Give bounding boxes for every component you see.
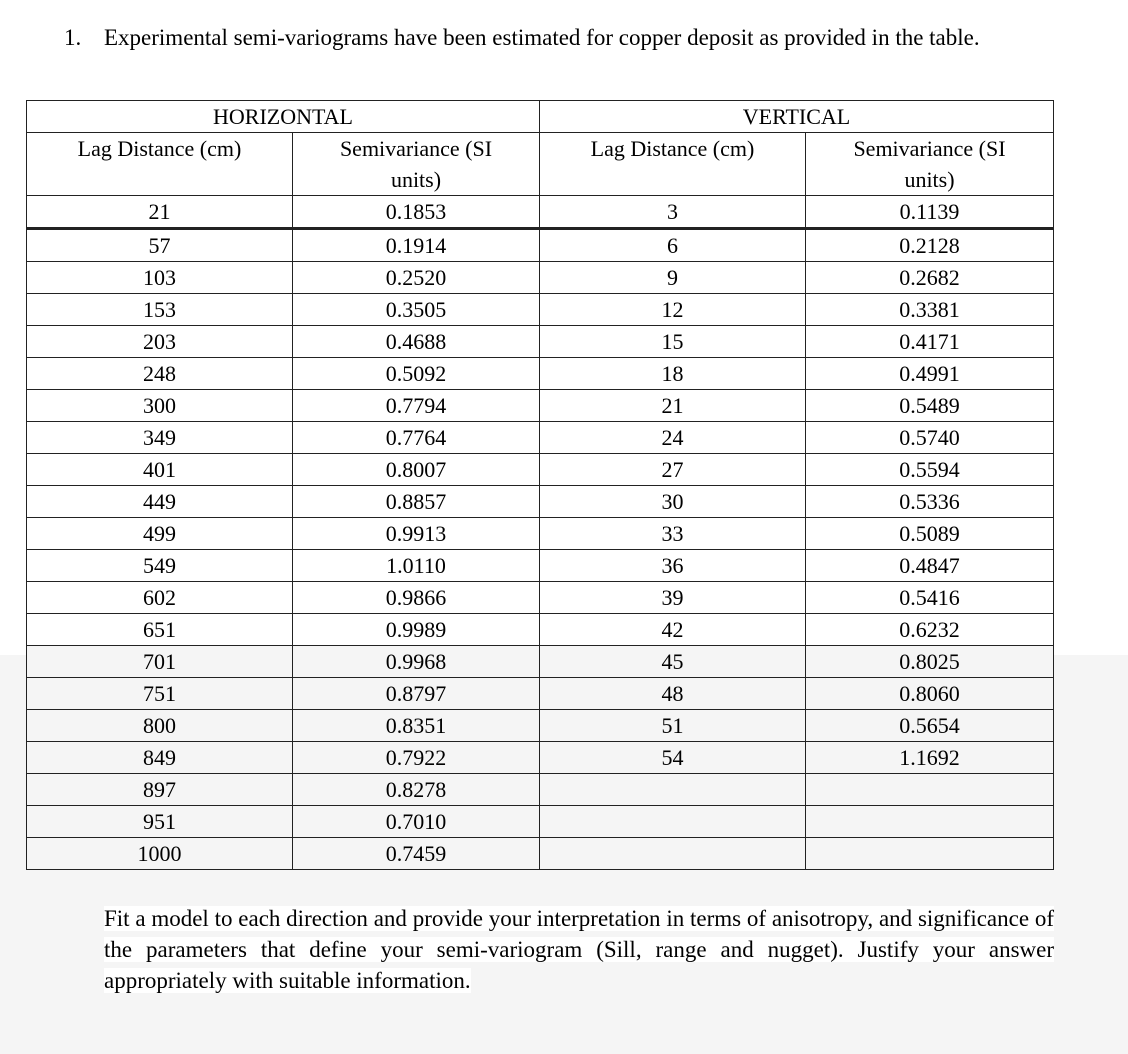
vertical-semivariance-cell: 0.8060	[806, 678, 1054, 710]
horizontal-semivariance-cell: 0.7794	[293, 390, 540, 422]
table-row	[27, 678, 1054, 710]
vertical-lag-cell: 15	[540, 326, 806, 358]
horizontal-semivariance-cell: 0.5092	[293, 358, 540, 390]
table-row	[27, 774, 1054, 806]
table-row	[27, 196, 1054, 229]
horizontal-semivariance-cell: 0.9913	[293, 518, 540, 550]
table-row	[27, 806, 1054, 838]
horizontal-semivariance-cell: 0.8351	[293, 710, 540, 742]
horizontal-semivariance-cell: 0.7764	[293, 422, 540, 454]
vertical-semivariance-cell: 0.5654	[806, 710, 1054, 742]
horizontal-lag-cell: 951	[27, 806, 293, 838]
group-header-horizontal: HORIZONTAL	[27, 101, 540, 133]
horizontal-lag-cell: 203	[27, 326, 293, 358]
column-header-horizontal-lag: Lag Distance (cm)	[27, 133, 293, 196]
vertical-semivariance-cell: 0.5416	[806, 582, 1054, 614]
instructions-paragraph	[104, 903, 1054, 996]
column-header-text: Semivariance (SI units)	[853, 136, 1006, 192]
horizontal-semivariance-cell: 1.0110	[293, 550, 540, 582]
vertical-lag-cell: 9	[540, 262, 806, 294]
vertical-semivariance-cell: 0.8025	[806, 646, 1054, 678]
vertical-semivariance-cell: 0.2128	[806, 229, 1054, 262]
table-row	[27, 486, 1054, 518]
question	[64, 22, 1074, 54]
horizontal-semivariance-cell: 0.8278	[293, 774, 540, 806]
vertical-lag-cell: 36	[540, 550, 806, 582]
horizontal-lag-cell: 21	[27, 196, 293, 229]
vertical-semivariance-cell	[806, 806, 1054, 838]
horizontal-lag-cell: 57	[27, 229, 293, 262]
table-body	[27, 196, 1054, 870]
group-header-row	[27, 101, 1054, 133]
table-row	[27, 646, 1054, 678]
horizontal-lag-cell: 1000	[27, 838, 293, 870]
horizontal-lag-cell: 153	[27, 294, 293, 326]
horizontal-semivariance-cell: 0.7922	[293, 742, 540, 774]
vertical-lag-cell: 54	[540, 742, 806, 774]
horizontal-lag-cell: 103	[27, 262, 293, 294]
table-row	[27, 518, 1054, 550]
horizontal-semivariance-cell: 0.1914	[293, 229, 540, 262]
table-row	[27, 262, 1054, 294]
vertical-semivariance-cell: 0.3381	[806, 294, 1054, 326]
table-row	[27, 838, 1054, 870]
horizontal-lag-cell: 401	[27, 454, 293, 486]
vertical-semivariance-cell: 0.5089	[806, 518, 1054, 550]
table-row	[27, 294, 1054, 326]
question-number: 1.	[64, 25, 82, 50]
vertical-lag-cell: 12	[540, 294, 806, 326]
table-row	[27, 358, 1054, 390]
horizontal-lag-cell: 449	[27, 486, 293, 518]
vertical-semivariance-cell: 0.5740	[806, 422, 1054, 454]
vertical-semivariance-cell: 0.2682	[806, 262, 1054, 294]
column-header-vertical-lag: Lag Distance (cm)	[540, 133, 806, 196]
horizontal-lag-cell: 701	[27, 646, 293, 678]
vertical-lag-cell: 3	[540, 196, 806, 229]
horizontal-semivariance-cell: 0.7010	[293, 806, 540, 838]
table-row	[27, 710, 1054, 742]
vertical-lag-cell: 39	[540, 582, 806, 614]
horizontal-lag-cell: 602	[27, 582, 293, 614]
horizontal-lag-cell: 897	[27, 774, 293, 806]
vertical-semivariance-cell: 0.1139	[806, 196, 1054, 229]
table-row	[27, 229, 1054, 262]
group-header-vertical: VERTICAL	[540, 101, 1054, 133]
horizontal-lag-cell: 300	[27, 390, 293, 422]
vertical-lag-cell	[540, 806, 806, 838]
column-header-row	[27, 133, 1054, 196]
table-row	[27, 326, 1054, 358]
vertical-semivariance-cell: 0.6232	[806, 614, 1054, 646]
question-text: Experimental semi-variograms have been estimated for copper deposit as provided in the table.	[104, 25, 980, 50]
table-row	[27, 390, 1054, 422]
column-header-text: Semivariance (SI units)	[339, 136, 493, 192]
vertical-lag-cell: 42	[540, 614, 806, 646]
vertical-lag-cell: 51	[540, 710, 806, 742]
column-header-vertical-semivariance	[806, 133, 1054, 196]
table-row	[27, 614, 1054, 646]
vertical-lag-cell: 45	[540, 646, 806, 678]
table-row	[27, 550, 1054, 582]
horizontal-semivariance-cell: 0.4688	[293, 326, 540, 358]
horizontal-semivariance-cell: 0.3505	[293, 294, 540, 326]
table-row	[27, 582, 1054, 614]
horizontal-semivariance-cell: 0.9989	[293, 614, 540, 646]
vertical-lag-cell: 24	[540, 422, 806, 454]
horizontal-lag-cell: 549	[27, 550, 293, 582]
horizontal-lag-cell: 248	[27, 358, 293, 390]
horizontal-semivariance-cell: 0.7459	[293, 838, 540, 870]
vertical-semivariance-cell: 0.4171	[806, 326, 1054, 358]
horizontal-lag-cell: 651	[27, 614, 293, 646]
table-row	[27, 422, 1054, 454]
instructions-text: Fit a model to each direction and provide your interpretation in terms of anisotropy, and significance of the parameters that define your semi-variogram (Sill, range and nugget). Justify your answer appropriately with suitable information.	[104, 906, 1054, 993]
vertical-lag-cell: 33	[540, 518, 806, 550]
vertical-semivariance-cell: 1.1692	[806, 742, 1054, 774]
table-row	[27, 454, 1054, 486]
horizontal-lag-cell: 800	[27, 710, 293, 742]
horizontal-semivariance-cell: 0.1853	[293, 196, 540, 229]
vertical-semivariance-cell: 0.4847	[806, 550, 1054, 582]
horizontal-semivariance-cell: 0.8857	[293, 486, 540, 518]
vertical-lag-cell: 6	[540, 229, 806, 262]
horizontal-lag-cell: 499	[27, 518, 293, 550]
table-row	[27, 742, 1054, 774]
horizontal-semivariance-cell: 0.9968	[293, 646, 540, 678]
vertical-semivariance-cell: 0.4991	[806, 358, 1054, 390]
vertical-lag-cell: 18	[540, 358, 806, 390]
semivariogram-table	[26, 100, 1054, 870]
vertical-lag-cell	[540, 774, 806, 806]
vertical-lag-cell: 27	[540, 454, 806, 486]
horizontal-semivariance-cell: 0.9866	[293, 582, 540, 614]
vertical-lag-cell: 21	[540, 390, 806, 422]
horizontal-semivariance-cell: 0.8007	[293, 454, 540, 486]
horizontal-semivariance-cell: 0.8797	[293, 678, 540, 710]
column-header-horizontal-semivariance	[293, 133, 540, 196]
vertical-semivariance-cell	[806, 838, 1054, 870]
horizontal-lag-cell: 849	[27, 742, 293, 774]
vertical-lag-cell	[540, 838, 806, 870]
vertical-lag-cell: 48	[540, 678, 806, 710]
vertical-lag-cell: 30	[540, 486, 806, 518]
horizontal-semivariance-cell: 0.2520	[293, 262, 540, 294]
vertical-semivariance-cell: 0.5489	[806, 390, 1054, 422]
horizontal-lag-cell: 349	[27, 422, 293, 454]
vertical-semivariance-cell: 0.5336	[806, 486, 1054, 518]
vertical-semivariance-cell	[806, 774, 1054, 806]
vertical-semivariance-cell: 0.5594	[806, 454, 1054, 486]
horizontal-lag-cell: 751	[27, 678, 293, 710]
